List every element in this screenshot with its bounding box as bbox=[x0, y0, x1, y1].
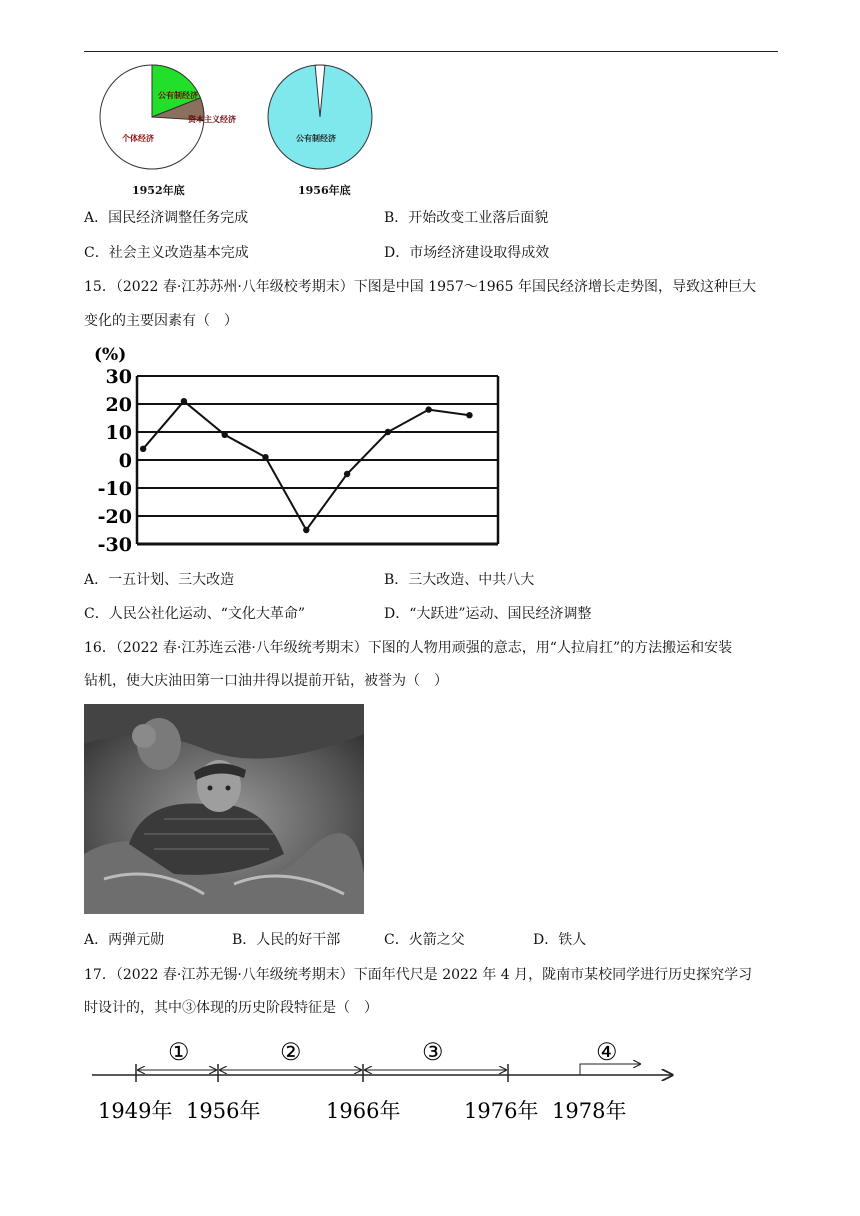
q15-option-d[interactable]: D．“大跃进”运动、国民经济调整 bbox=[384, 606, 592, 622]
q16-stem-line2: 钻机，使大庆油田第一口油井得以提前开钻，被誉为（ ） bbox=[84, 673, 448, 689]
data-point-1959 bbox=[222, 432, 228, 438]
q16-option-c[interactable]: C．火箭之父 bbox=[384, 932, 465, 948]
data-point-1961 bbox=[303, 527, 309, 533]
y-tick-label: -30 bbox=[97, 534, 132, 554]
pie1-caption: 1952年底 bbox=[132, 184, 185, 197]
data-point-1962 bbox=[344, 471, 350, 477]
q15-stem-line2: 变化的主要因素有（ ） bbox=[84, 313, 238, 329]
q17-stem-line1: 17．（2022 春·江苏无锡·八年级统考期末）下面年代尺是 2022 年 4 月，陇南市某校同学进行历史探究学习 bbox=[84, 967, 753, 983]
q14-option-a[interactable]: A．国民经济调整任务完成 bbox=[84, 210, 249, 226]
q16-option-a[interactable]: A．两弹元勋 bbox=[84, 932, 165, 948]
q16-stem-line1: 16．（2022 春·江苏连云港·八年级统考期末）下图的人物用顽强的意志，用“人拉肩扛”的方法搬运和安装 bbox=[84, 640, 733, 656]
q14-option-c[interactable]: C．社会主义改造基本完成 bbox=[84, 245, 249, 261]
y-tick-label: -20 bbox=[97, 506, 132, 528]
q14-option-d[interactable]: D．市场经济建设取得成效 bbox=[384, 245, 550, 261]
data-point-1958 bbox=[181, 398, 187, 404]
q15-option-b[interactable]: B．三大改造、中共八大 bbox=[384, 572, 535, 588]
chart-ylabel: (%) bbox=[94, 345, 127, 365]
pie1-label-individual: 个体经济 bbox=[122, 133, 154, 143]
data-point-1963 bbox=[385, 429, 391, 435]
q15-option-a[interactable]: A．一五计划、三大改造 bbox=[84, 572, 235, 588]
q16-option-b[interactable]: B．人民的好干部 bbox=[232, 932, 341, 948]
data-point-1957 bbox=[140, 446, 146, 452]
timeline-segment-2: ② bbox=[280, 1038, 302, 1066]
series-line bbox=[143, 401, 469, 530]
timeline-segment-3: ③ bbox=[422, 1038, 444, 1066]
y-tick-label: -10 bbox=[97, 478, 132, 500]
q17-stem-line2: 时设计的，其中③体现的历史阶段特征是（ ） bbox=[84, 1000, 378, 1016]
data-point-1960 bbox=[262, 454, 268, 460]
growth-line-chart bbox=[84, 342, 504, 554]
oil-worker-photo bbox=[84, 704, 364, 914]
q15-option-c[interactable]: C．人民公社化运动、“文化大革命” bbox=[84, 606, 306, 622]
timeline-year-1976: 1976年 bbox=[464, 1099, 539, 1123]
timeline-segment-1: ① bbox=[168, 1038, 190, 1066]
q14-option-b[interactable]: B．开始改变工业落后面貌 bbox=[384, 210, 549, 226]
timeline-year-1949: 1949年 bbox=[98, 1099, 173, 1123]
pie2-caption: 1956年底 bbox=[298, 184, 351, 197]
y-tick-label: 20 bbox=[105, 394, 132, 416]
data-point-1965 bbox=[466, 412, 472, 418]
timeline-segment-4: ④ bbox=[596, 1038, 618, 1066]
pie1-label-capitalist: 资本主义经济 bbox=[188, 114, 236, 124]
y-tick-label: 0 bbox=[118, 450, 132, 472]
timeline bbox=[88, 1032, 688, 1128]
timeline-year-1966: 1966年 bbox=[326, 1099, 401, 1123]
data-point-1964 bbox=[425, 406, 431, 412]
header-rule bbox=[84, 51, 778, 52]
pie2-label-public: 公有制经济 bbox=[296, 133, 336, 143]
q16-option-d[interactable]: D．铁人 bbox=[533, 932, 587, 948]
timeline-year-1978: 1978年 bbox=[552, 1099, 627, 1123]
timeline-year-1956: 1956年 bbox=[186, 1099, 261, 1123]
pie1-label-public: 公有制经济 bbox=[158, 90, 198, 100]
y-tick-label: 30 bbox=[105, 366, 132, 388]
q15-stem-line1: 15．（2022 春·江苏苏州·八年级校考期末）下图是中国 1957～1965 年国民经济增长走势图，导致这种巨大 bbox=[84, 279, 756, 295]
y-tick-label: 10 bbox=[105, 422, 132, 444]
pie-charts bbox=[96, 64, 386, 202]
